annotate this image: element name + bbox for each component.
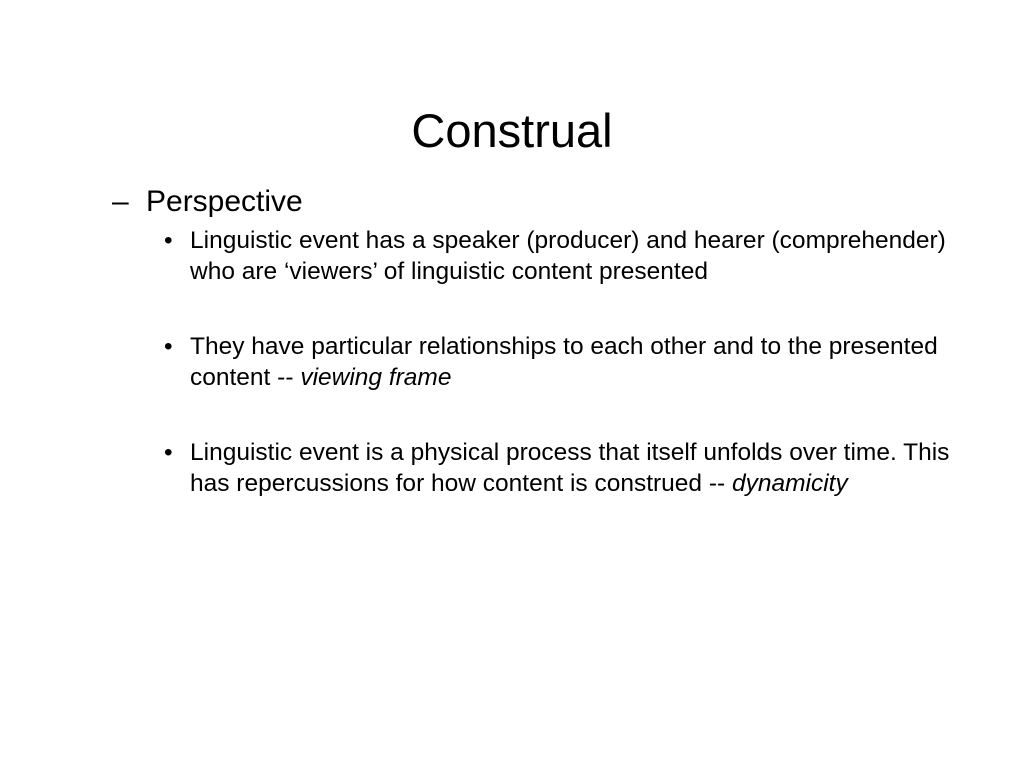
bullet-marker: • [164,333,173,360]
dash-marker: – [112,185,129,218]
bullet-text: Linguistic event is a physical process that itself unfolds over time. This has repercussions for how content is construed -- [190,439,950,497]
bullet-item [164,437,964,499]
bullet-item [164,331,964,393]
bullet-italic-term: dynamicity [731,470,848,497]
bullet-marker: • [164,227,173,254]
bullet-italic-term: viewing frame [300,364,452,391]
bullet-text: They have particular relationships to each other and to the presented content -- [190,333,938,391]
slide-title: Construal [411,104,613,157]
bullet-text: Linguistic event has a speaker (producer) and hearer (comprehender) who are ‘viewers’ of linguistic content presented [190,227,946,285]
section-label: Perspective [146,185,303,218]
section-heading [112,183,303,221]
bullet-item [164,225,964,287]
bullet-list [164,225,964,543]
bullet-marker: • [164,439,173,466]
